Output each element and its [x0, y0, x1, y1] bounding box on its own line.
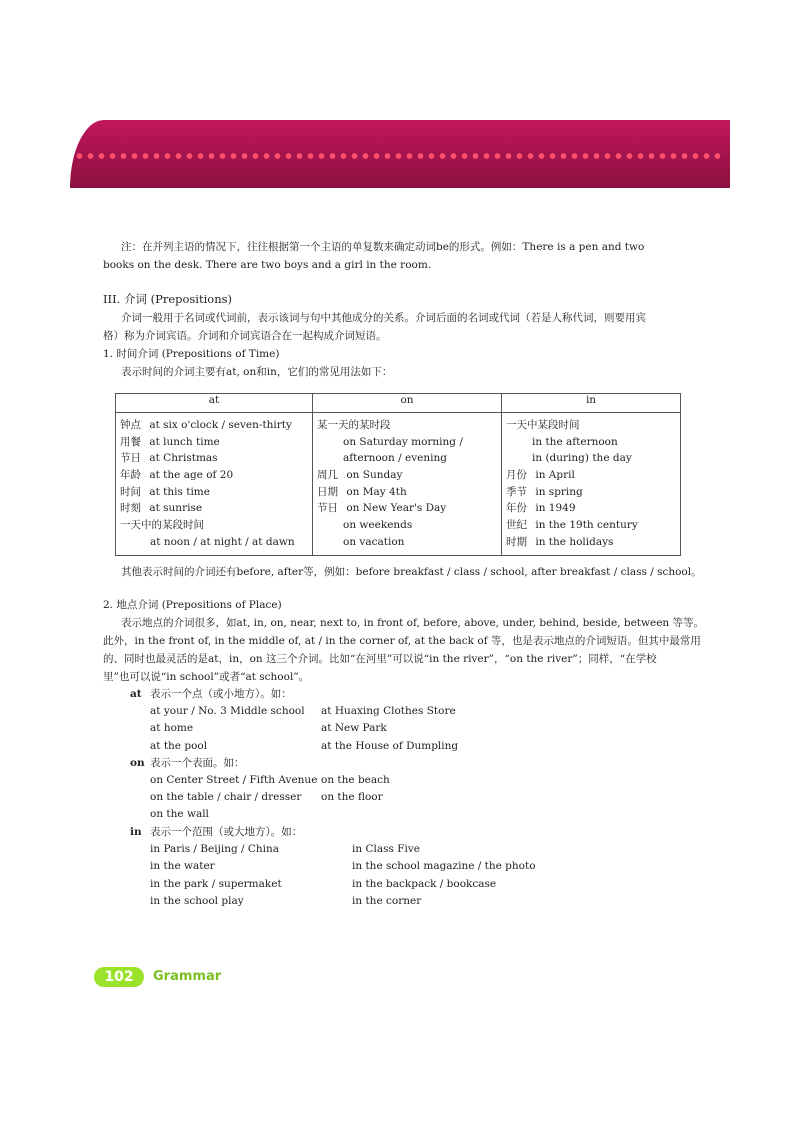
list-item: in the water [150, 860, 215, 872]
list-item: at home [150, 722, 194, 734]
note-line-2: books on the desk. There are two boys and a girl in the room. [103, 259, 432, 271]
intro-line-2: 格）称为介词宾语。介词和介词宾语合在一起构成介词短语。 [103, 330, 387, 342]
table-row: on Saturday morning / [343, 435, 463, 448]
list-item: on Center Street / Fifth Avenue [150, 774, 318, 786]
table-row: 季节 in spring [506, 485, 583, 498]
prep-on-desc: 表示一个表面。如： [150, 757, 245, 769]
place-heading: 2. 地点介词 (Prepositions of Place) [103, 599, 282, 611]
prep-in-desc: 表示一个范围（或大地方）。如： [150, 826, 303, 838]
page-number-badge: 102 [94, 967, 144, 987]
prep-in-label: in [130, 826, 142, 838]
list-item: on the beach [321, 774, 390, 786]
list-item: at the pool [150, 740, 208, 752]
list-item: in the school magazine / the photo [352, 860, 536, 872]
footer-section-label: Grammar [153, 969, 222, 984]
table-row: 世纪 in the 19th century [506, 519, 638, 532]
table-row: 周几 on Sunday [317, 469, 403, 482]
table-row: 用餐 at lunch time [120, 435, 220, 448]
table-row: 时期 in the holidays [506, 535, 614, 548]
list-item: at Huaxing Clothes Store [321, 705, 456, 717]
table-row: 年份 in 1949 [506, 502, 576, 515]
table-header-in: in [502, 394, 681, 413]
table-row: 月份 in April [506, 469, 575, 482]
list-item: on the floor [321, 791, 383, 803]
table-row: 年龄 at the age of 20 [120, 469, 234, 482]
table-row: afternoon / evening [343, 452, 447, 465]
table-row: on weekends [343, 519, 413, 532]
list-item: in the school play [150, 895, 244, 907]
list-item: in Paris / Beijing / China [150, 843, 280, 855]
table-header-at: at [116, 394, 313, 413]
table-row: 日期 on May 4th [317, 485, 407, 498]
table-row: in (during) the day [532, 452, 632, 465]
table-row: at noon / at night / at dawn [150, 535, 295, 548]
time-intro: 表示时间的介词主要有at, on和in，它们的常见用法如下： [121, 366, 393, 378]
in-column [502, 413, 681, 556]
place-intro-line-1: 表示地点的介词很多，如at, in, on, near, next to, in front of, before, above, under, behind, beside, between 等等。 [121, 617, 705, 629]
table-row: on vacation [343, 535, 405, 548]
table-row: 一天中某段时间 [506, 419, 580, 431]
list-item: in the corner [352, 895, 422, 907]
table-row: 一天中的某段时间 [120, 519, 204, 532]
prep-at-label: at [130, 688, 142, 700]
place-intro-line-2: 此外，in the front of, in the middle of, at / in the corner of, at the back of 等，也是表示地点的介词短语。但其中最常用 [103, 635, 701, 647]
table-row: 节日 on New Year's Day [317, 502, 447, 515]
place-intro-line-4: 里”也可以说“in school”或者“at school”。 [103, 671, 310, 683]
table-row: 节日 at Christmas [120, 452, 218, 465]
table-row: in the afternoon [532, 435, 618, 448]
prep-on-label: on [130, 757, 145, 769]
intro-line-1: 介词一般用于名词或代词前，表示该词与句中其他成分的关系。介词后面的名词或代词（若是人称代词，则要用宾 [121, 312, 646, 324]
banner-dots-decoration [74, 152, 724, 160]
place-intro-line-3: 的、同时也最灵活的是at，in，on 这三个介词。比如“在河里”可以说“in the river”，“on the river”；同样，“在学校 [103, 653, 657, 665]
list-item: in the backpack / bookcase [352, 878, 497, 890]
section-title: III. 介词 (Prepositions) [103, 292, 233, 306]
list-item: at the House of Dumpling [321, 740, 459, 752]
table-row: 时刻 at sunrise [120, 502, 203, 515]
time-prepositions-table [115, 393, 681, 556]
prep-at-desc: 表示一个点（或小地方）。如： [150, 688, 292, 700]
list-item: at New Park [321, 722, 387, 734]
list-item: on the wall [150, 808, 209, 820]
table-row: 钟点 at six o'clock / seven-thirty [120, 419, 292, 431]
table-row: 时间 at this time [120, 485, 210, 498]
table-row: 某一天的某时段 [317, 419, 391, 431]
time-other-prepositions: 其他表示时间的介词还有before, after等，例如：before breakfast / class / school, after breakfast / class / school。 [121, 566, 702, 578]
at-column [116, 413, 313, 556]
on-column [313, 413, 502, 556]
table-header-on: on [313, 394, 502, 413]
list-item: at your / No. 3 Middle school [150, 705, 305, 717]
note-line-1: 注：在并列主语的情况下，往往根据第一个主语的单复数来确定动词be的形式。例如：There is a pen and two [121, 241, 645, 253]
list-item: in the park / supermaket [150, 878, 282, 890]
list-item: in Class Five [352, 843, 421, 855]
time-heading: 1. 时间介词 (Prepositions of Time) [103, 348, 280, 360]
list-item: on the table / chair / dresser [150, 791, 302, 803]
